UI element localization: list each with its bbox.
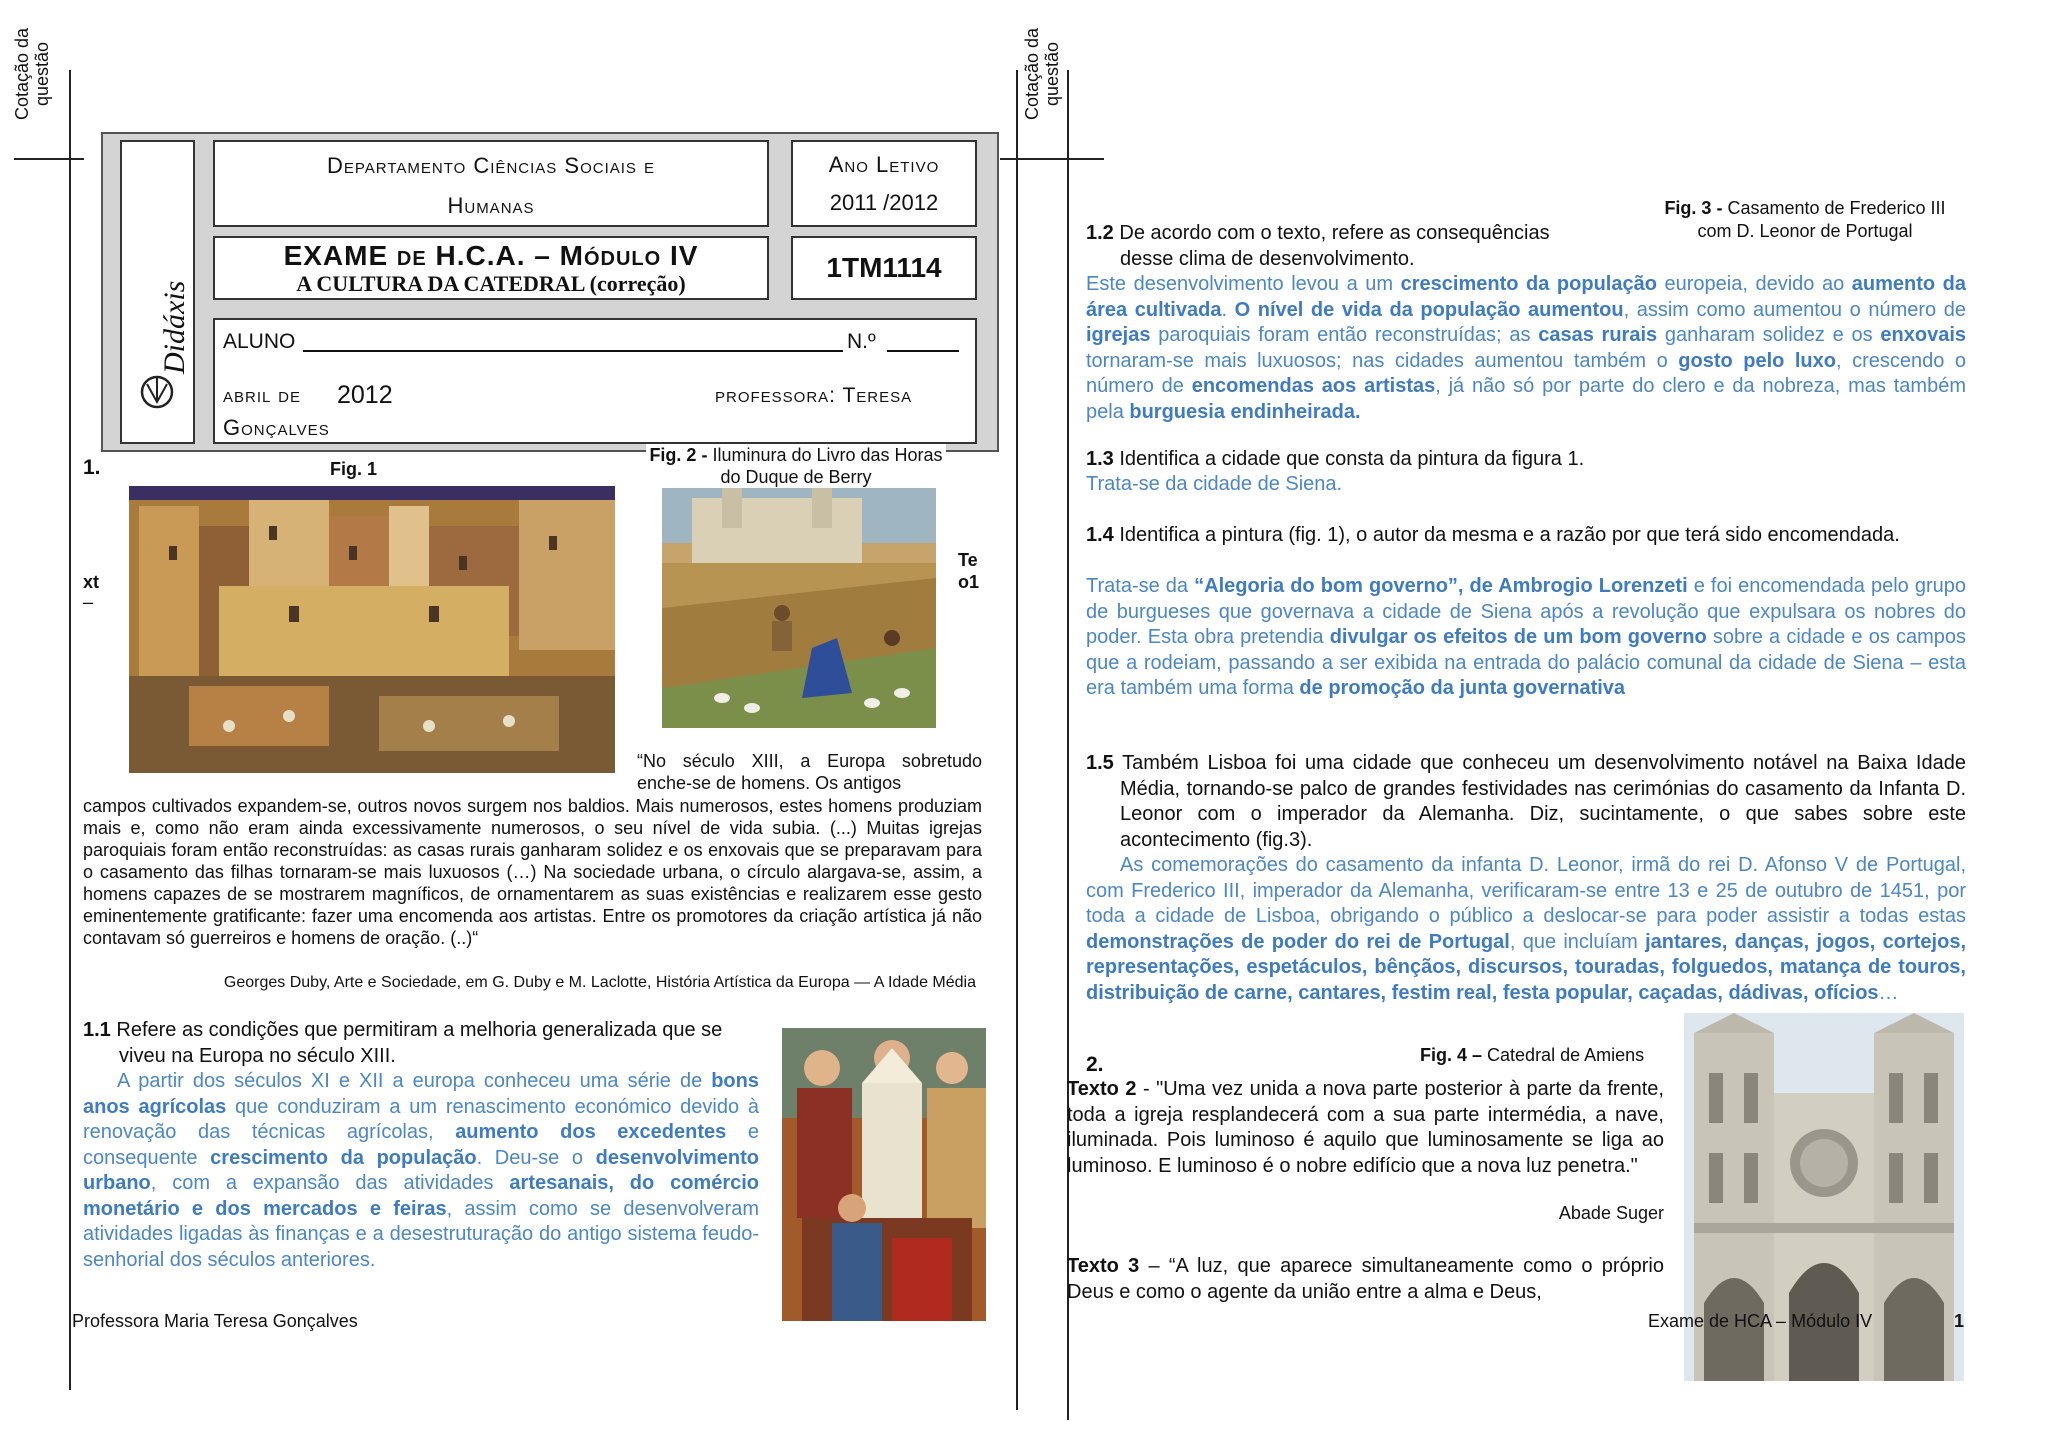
answer-keyword: igrejas xyxy=(1086,324,1151,346)
side-fragment-right-1: Te xyxy=(958,550,978,570)
answer-keyword: aumento dos excedentes xyxy=(455,1121,727,1143)
answer-keyword: divulgar os efeitos de um bom governo xyxy=(1329,626,1707,648)
logo-text: Didáxis xyxy=(158,280,191,374)
teacher-name: Gonçalves xyxy=(223,415,330,440)
answer-text: e consequente xyxy=(83,1121,760,1169)
date-label: abril de xyxy=(223,384,302,407)
school-year-value: 2011 /2012 xyxy=(829,190,939,215)
answer-text: … xyxy=(1878,981,1899,1004)
answer-keyword: gosto pelo luxo xyxy=(1678,349,1836,372)
fig2-caption: Fig. 2 - Iluminura do Livro das Horas do Duque de Berry xyxy=(646,444,946,488)
question-1-4: 1.4 Identifica a pintura (fig. 1), o autor da mesma e a razão por que terá sido encomendada. xyxy=(1086,524,1900,546)
answer-text: e foi encomendada pelo grupo de burgueses que governava a cidade de Siena após a revolução que expulsara os nobres do poder. Esta obra pretendia xyxy=(1086,575,1966,648)
school-year-box xyxy=(791,140,977,227)
answer-1-5 xyxy=(1086,853,1966,1006)
texto-3: Texto 3 – “A luz, que aparece simultaneamente como o próprio Deus e como o agente da união entre a alma e Deus, xyxy=(1067,1255,1664,1303)
answer-text: paroquiais foram então reconstruídas; as xyxy=(1150,324,1539,346)
texto-2-author: Abade Suger xyxy=(1558,1203,1664,1223)
quote-body: campos cultivados expandem-se, outros novos surgem nos baldios. Mais numerosos, estes homens produziam mais e, como não eram ainda excessivamente numerosos, o seu nível de vida subia. (...) Muitas igrejas paroquiais foram então reconstruídas: as casas rurais ganharam solidez e os enxovais que se preparavam para o casamento das filhas tornaram-se mais luxuosos (…) Na sociedade urbana, o círculo alargava-se, assim, a homens capazes de se mostrarem magníficos, de ornamentarem as suas existências e realizarem esse gesto eminentemente gratificante: fazer uma encomenda aos artistas. Entre os promotores da criação artística já não contavam só guerreiros e homens de oração. (..)“ xyxy=(83,796,982,948)
teacher-label: professora: Teresa xyxy=(715,384,913,407)
answer-text: , já não só por parte do clero e da nobreza, mas também pela xyxy=(1086,375,1966,423)
answer-keyword: aumento da área cultivada xyxy=(1086,273,1967,321)
score-margin-label: Cotação da questão xyxy=(12,27,52,121)
student-number-label: N.º xyxy=(847,330,876,353)
margin-horizontal-line-right xyxy=(1000,158,1104,160)
answer-1-1 xyxy=(83,1069,759,1273)
answer-text: Trata-se da xyxy=(1086,575,1195,597)
page-number: 1 xyxy=(1954,1311,1965,1331)
answer-1-4 xyxy=(1086,574,1966,702)
fig2-illumination xyxy=(662,488,936,728)
answer-text: As comemorações do casamento da infanta D. Leonor, irmã do rei D. Afonso V de Portugal, com Frederico III, imperador da Alemanha, verificaram-se entre 13 e 25 de outubro de 1451, por toda a cidade de Lisboa, obrigando o público a deslocar-se para poder assistir a todas estas xyxy=(1086,854,1966,927)
answer-text: . xyxy=(1221,298,1235,321)
answer-1-3: Trata-se da cidade de Siena. xyxy=(1086,473,1343,495)
answer-text: europeia, devido ao xyxy=(1656,273,1852,295)
answer-keyword: burguesia endinheirada. xyxy=(1129,400,1361,423)
answer-1-2 xyxy=(1086,272,1966,425)
answer-text: Este desenvolvimento levou a um xyxy=(1086,273,1401,295)
answer-text: A partir dos séculos XI e XII a europa conheceu uma série de xyxy=(117,1070,712,1092)
answer-keyword: casas rurais xyxy=(1538,324,1658,346)
student-number-field[interactable] xyxy=(887,350,959,352)
answer-keyword: “Alegoria do bom governo”, de Ambrogio Lorenzeti xyxy=(1194,575,1688,597)
side-fragment-left-dash: – xyxy=(83,592,94,612)
answer-keyword: de promoção da junta governativa xyxy=(1299,677,1626,699)
fig3-caption: Fig. 3 - Casamento de Frederico III com D. Leonor de Portugal xyxy=(1664,198,1946,241)
answer-keyword: demonstrações de poder do rei de Portugal xyxy=(1086,930,1510,953)
exam-title: EXAME de H.C.A. – Módulo IV xyxy=(283,240,699,271)
answer-keyword: crescimento da população xyxy=(1400,273,1657,295)
answer-text: sobre a cidade e os campos que a rodeiam, passando a ser exibida na entrada do palácio comunal da cidade de Siena – esta era também uma forma xyxy=(1086,626,1966,699)
answer-text: que conduziram a um renascimento económico devido à renovação das técnicas agrícolas, xyxy=(83,1095,759,1143)
answer-keyword: bons anos agrícolas xyxy=(83,1070,759,1118)
department-line2: Humanas xyxy=(447,193,535,218)
side-fragment-left: xt xyxy=(83,572,100,592)
margin-vertical-line xyxy=(69,70,71,1390)
fig3-wedding-painting xyxy=(782,1028,986,1321)
score-margin-label-right: Cotação da questão xyxy=(1022,27,1062,121)
question-1-label: 1. xyxy=(83,456,101,479)
fig1-caption: Fig. 1 xyxy=(330,459,378,479)
margin-horizontal-line xyxy=(14,158,84,160)
answer-keyword: desenvolvimento urbano xyxy=(83,1146,759,1194)
quote-start: “No século XIII, a Europa sobretudo enche-se de homens. Os antigos xyxy=(637,751,982,793)
answer-text: , assim como aumentou o número de xyxy=(1623,298,1966,321)
page-divider-line xyxy=(1016,70,1018,1410)
exam-code: 1TM1114 xyxy=(791,236,977,300)
answer-text: , crescendo o número de xyxy=(1086,349,1966,397)
side-fragment-right-2: o1 xyxy=(958,572,980,592)
department-box xyxy=(213,140,769,227)
fig4-caption: Fig. 4 – Catedral de Amiens xyxy=(1420,1045,1645,1065)
answer-text: , com a expansão das atividades xyxy=(150,1172,510,1194)
question-1-5: 1.5 Também Lisboa foi uma cidade que conheceu um desenvolvimento notável na Baixa Idade Média, tornando-se palco de grandes festividades nas cerimónias do casamento da Infanta D. Leonor com o imperador da Alemanha. Diz, sucintamente, o que sabes sobre este acontecimento (fig.3). xyxy=(1086,752,1966,851)
exam-title-box xyxy=(213,236,769,300)
student-info-box xyxy=(213,318,977,444)
school-year-label: Ano Letivo xyxy=(828,152,940,177)
department-line1: Departamento Ciências Sociais e xyxy=(326,153,656,178)
texto-2: Texto 2 - "Uma vez unida a nova parte posterior à parte da frente, toda a igreja resplandecerá com a sua parte intermédia, a nave, iluminada. Pois luminoso é aquilo que luminosamente se liga ao luminoso. E luminoso é o nobre edifício que a nova luz penetra." xyxy=(1067,1078,1664,1177)
answer-keyword: artesanais, do comércio monetário e dos mercados e feiras xyxy=(83,1172,759,1220)
question-1-3: 1.3 Identifica a cidade que consta da pintura da figura 1. xyxy=(1086,448,1585,470)
footer-teacher: Professora Maria Teresa Gonçalves xyxy=(72,1311,358,1331)
student-label: ALUNO xyxy=(223,330,296,353)
answer-text: tornaram-se mais luxuosos; nas cidades aumentou também o xyxy=(1086,349,1679,372)
answer-keyword: enxovais xyxy=(1880,324,1966,346)
date-year: 2012 xyxy=(337,381,393,409)
school-logo xyxy=(120,140,195,444)
answer-keyword: O nível de vida da população aumentou xyxy=(1234,298,1624,321)
exam-subtitle: A CULTURA DA CATEDRAL (correção) xyxy=(296,271,686,296)
answer-text: , que incluíam xyxy=(1509,930,1646,953)
fig1-painting-siena xyxy=(129,486,615,773)
answer-keyword: jantares, danças, jogos, cortejos, representações, espetáculos, bênçãos, discursos, touradas, folguedos, matança de touros, distribuição de carne, cantares, festim real, festa popular, caçadas, dádivas, ofícios xyxy=(1086,930,1966,1004)
answer-text: , assim como se desenvolveram atividades ligadas às finanças e a desestruturação do antigo sistema feudo-senhorial dos séculos anteriores. xyxy=(83,1197,759,1271)
footer-exam-name: Exame de HCA – Módulo IV xyxy=(1648,1311,1873,1331)
answer-keyword: crescimento da população xyxy=(210,1146,477,1169)
question-1-1: 1.1 Refere as condições que permitiram a melhoria generalizada que se viveu na Europa no século XIII. xyxy=(83,1019,723,1067)
answer-keyword: encomendas aos artistas xyxy=(1191,375,1436,397)
question-2-label: 2. xyxy=(1086,1053,1104,1076)
answer-text: ganharam solidez e os xyxy=(1657,324,1881,346)
student-name-field[interactable] xyxy=(303,350,843,352)
quote-source: Georges Duby, Arte e Sociedade, em G. Duby e M. Laclotte, História Artística da Europa — A Idade Média xyxy=(223,974,976,991)
question-1-2: 1.2 De acordo com o texto, refere as consequências desse clima de desenvolvimento. xyxy=(1086,222,1550,270)
answer-text: . Deu-se o xyxy=(476,1146,596,1169)
